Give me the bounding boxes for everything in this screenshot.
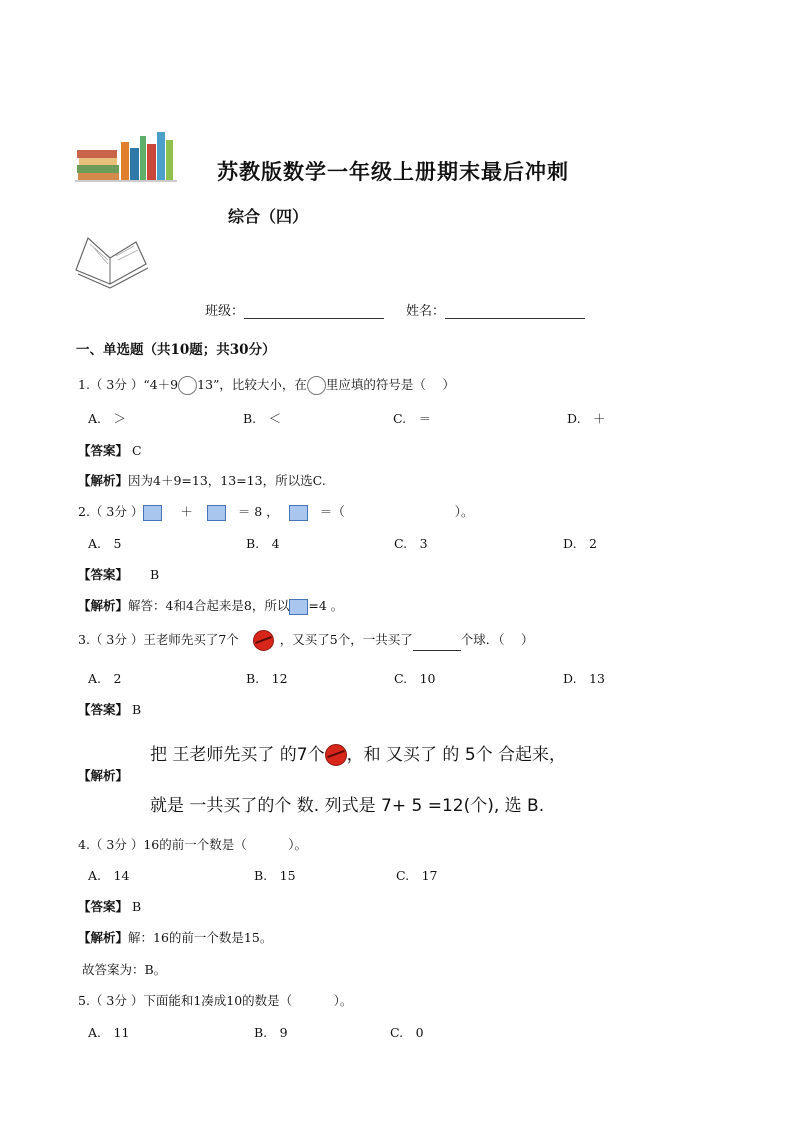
q1-part1: 1.（ 3分 ）“4＋9 — [78, 377, 179, 392]
class-blank — [244, 306, 384, 319]
open-book-illustration — [70, 234, 152, 292]
q1-answer-value: C — [132, 443, 142, 458]
q2-plus: ＋ — [180, 504, 193, 519]
q1-analysis-text: 因为4＋9=13，13=13，所以选C. — [128, 473, 326, 488]
q2-num: 2.（ 3分 ） — [78, 504, 144, 519]
analysis-tag: 【解析】 — [78, 768, 129, 783]
square-icon — [289, 599, 308, 615]
ball-icon — [253, 630, 274, 651]
q3-blank — [413, 638, 461, 651]
square-icon — [143, 505, 162, 521]
analysis-tag: 【解析】 — [78, 930, 129, 945]
q4-analysis — [78, 928, 272, 946]
q2-answer-value: B — [150, 567, 160, 582]
q4-answer — [78, 897, 141, 915]
q1-option-b[interactable]: B. ＜ — [243, 411, 282, 426]
question-1-stem — [78, 375, 455, 395]
question-4-stem: 4.（ 3分 ）16的前一个数是（ ）。 — [78, 837, 307, 852]
q1-option-d[interactable]: D. ＋ — [567, 411, 606, 426]
q1-part2: 13”，比较大小，在 — [197, 377, 307, 392]
q3-answer-value: B — [132, 702, 142, 717]
q5-option-a[interactable]: A. 11 — [88, 1025, 130, 1040]
class-label: 班级： — [205, 304, 245, 319]
page-title: 苏教版数学一年级上册期末最后冲刺 — [217, 159, 569, 184]
q3-analysis-line1b: ，和 又买了 的 5个 合起来， — [346, 745, 567, 765]
section-title: 一、单选题（共10题；共30分） — [76, 342, 276, 358]
ball-icon — [325, 744, 347, 766]
q1-analysis — [78, 471, 326, 489]
q2-option-a[interactable]: A. 5 — [88, 536, 122, 551]
q3-option-b[interactable]: B. 12 — [246, 671, 288, 686]
question-3-stem — [78, 630, 533, 651]
page-subtitle: 综合（四） — [228, 207, 309, 226]
q3-analysis-line2: 就是 一共买了的个 数. 列式是 7+ 5 =12(个), 选 B. — [150, 796, 545, 816]
q5-option-c[interactable]: C. 0 — [390, 1025, 424, 1040]
analysis-tag: 【解析】 — [78, 598, 129, 613]
q1-option-a[interactable]: A. ＞ — [88, 411, 127, 426]
q2-option-b[interactable]: B. 4 — [246, 536, 280, 551]
answer-tag: 【答案】 — [78, 899, 129, 914]
q2-analysis — [78, 596, 343, 615]
q1-part3: 里应填的符号是（ ） — [325, 377, 455, 392]
analysis-tag: 【解析】 — [78, 473, 129, 488]
q2-eq2: ＝（ — [319, 504, 345, 519]
q2-analysis-a: 解答：4和4合起来是8，所以 — [128, 598, 290, 613]
q4-option-a[interactable]: A. 14 — [88, 868, 130, 883]
question-2-stem — [78, 502, 473, 521]
answer-tag: 【答案】 — [78, 567, 129, 582]
q3-option-d[interactable]: D. 13 — [563, 671, 605, 686]
name-field — [406, 300, 585, 319]
answer-tag: 【答案】 — [78, 443, 129, 458]
q4-option-b[interactable]: B. 15 — [254, 868, 296, 883]
name-label: 姓名： — [406, 304, 446, 319]
books-illustration — [75, 128, 177, 184]
q3-part1: 3.（ 3分 ）王老师先买了7个 — [78, 632, 239, 647]
class-field — [205, 300, 384, 319]
q3-part2: ，又买了5个，一共买了 — [279, 632, 413, 647]
q3-analysis-line1a: 把 王老师先买了 的7个 — [150, 745, 325, 765]
q4-conclusion: 故答案为：B。 — [82, 962, 167, 977]
q2-analysis-b: =4 。 — [308, 598, 344, 613]
q1-option-c[interactable]: C. ＝ — [393, 411, 432, 426]
q3-option-c[interactable]: C. 10 — [394, 671, 436, 686]
q2-blank — [345, 509, 455, 521]
q3-answer — [78, 700, 141, 718]
question-5-stem: 5.（ 3分 ）下面能和1凑成10的数是（ ）。 — [78, 993, 353, 1008]
q3-analysis-line1 — [150, 740, 566, 766]
q3-option-a[interactable]: A. 2 — [88, 671, 122, 686]
blank-circle-icon — [307, 376, 326, 395]
compare-circle-icon — [178, 376, 197, 395]
q2-option-d[interactable]: D. 2 — [563, 536, 598, 551]
answer-tag: 【答案】 — [78, 702, 129, 717]
name-blank — [445, 306, 585, 319]
q4-option-c[interactable]: C. 17 — [396, 868, 438, 883]
square-icon — [207, 505, 226, 521]
square-icon — [289, 505, 308, 521]
q2-close: ）。 — [454, 504, 474, 519]
q4-analysis-text: 解：16的前一个数是15。 — [128, 930, 273, 945]
q3-part3: 个球．（ ） — [460, 632, 534, 647]
q4-answer-value: B — [132, 899, 142, 914]
q2-eq: ＝ 8 ， — [237, 504, 279, 519]
q2-answer — [78, 565, 159, 583]
q5-option-b[interactable]: B. 9 — [254, 1025, 288, 1040]
q1-answer — [78, 441, 142, 459]
q2-option-c[interactable]: C. 3 — [394, 536, 428, 551]
